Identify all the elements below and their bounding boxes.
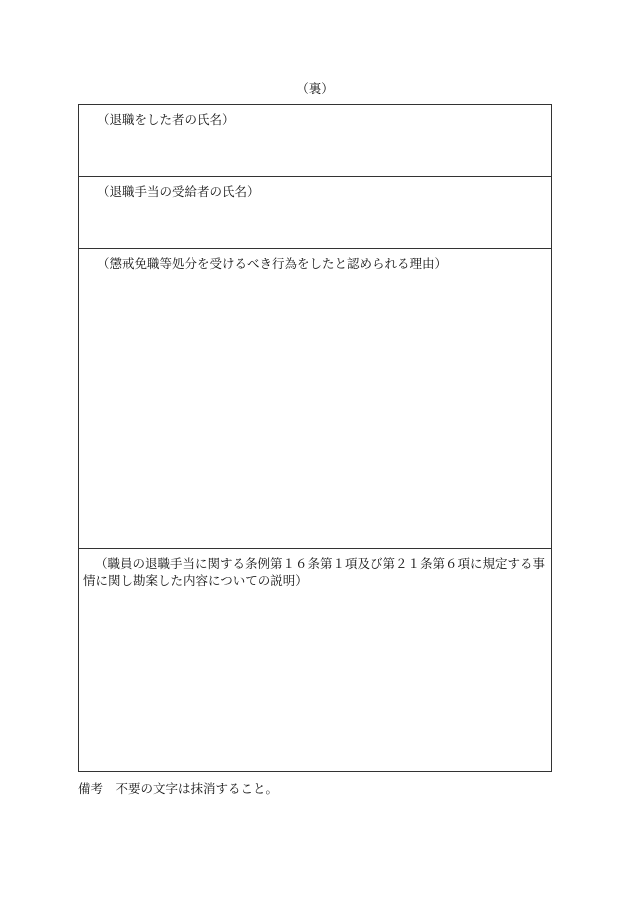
page-title: （裏） <box>296 81 334 96</box>
form-table <box>78 104 552 772</box>
retiree-name-field: （退職をした者の氏名） <box>79 105 551 177</box>
reason-field: （懲戒免職等処分を受けるべき行為をしたと認められる理由） <box>79 249 551 549</box>
remarks-note: 備考 不要の文字は抹消すること。 <box>78 781 279 796</box>
explanation-field: （職員の退職手当に関する条例第１６条第１項及び第２１条第６項に規定する事情に関し勘案した内容についての説明） <box>83 556 546 588</box>
recipient-name-field: （退職手当の受給者の氏名） <box>79 177 551 249</box>
